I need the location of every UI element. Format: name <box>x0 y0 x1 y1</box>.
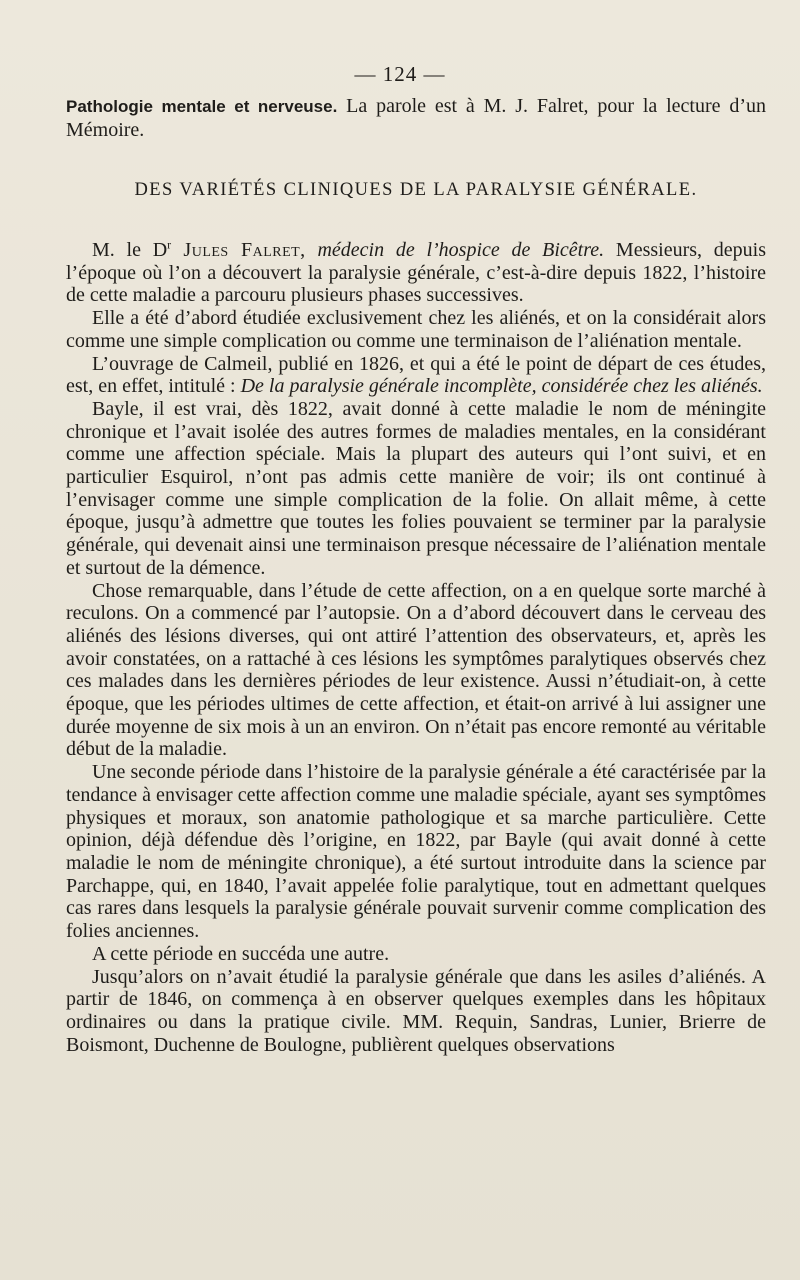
intro-paragraph <box>66 95 766 141</box>
paragraph-3-text: L’ouvrage de Calmeil, publié en 1826, et qui a été le point de départ de ces études, est, en effet, intitulé : <box>66 352 766 398</box>
paragraph-6: Une seconde période dans l’histoire de la paralysie générale a été caractérisée par la tendance à envisager cette affection comme une maladie spéciale, ayant ses symptômes physiques et moraux, son anatomie pathologique et sa marche particulière. Cette opinion, déjà défendue dès l’origine, en 1822, par Bayle (qui avait donné à cette maladie le nom de méningite chronique), a été surtout introduite dans la science par Parchappe, qui, en 1840, l’avait appelée folie paralytique, tout en admettant quelques cas rares dans lesquels la paralysie générale pouvait survenir comme complication des folies anciennes. <box>66 761 766 943</box>
page-number: — 124 — <box>354 62 446 86</box>
paragraph-4: Bayle, il est vrai, dès 1822, avait donné à cette maladie le nom de méningite chronique et l’avait isolée des autres formes de maladies mentales, en la considérant comme une affection spéciale. Mais la plupart des auteurs qui l’ont suivi, et en particulier Esquirol, n’ont pas admis cette manière de voir; ils ont continué à l’envisager comme une simple complication de la folie. On allait même, à cette époque, jusqu’à admettre que toutes les folies pouvaient se terminer par la paralysie générale, qui devenait ainsi une terminaison presque nécessaire de l’aliénation mentale et surtout de la démence. <box>66 397 766 579</box>
article-heading: DES VARIÉTÉS CLINIQUES DE LA PARALYSIE GÉNÉRALE. <box>134 180 698 200</box>
section-label: Pathologie mentale et nerveuse. <box>66 97 338 116</box>
speaker-name: Jules Falret, <box>171 239 306 261</box>
paragraph-3 <box>66 353 766 398</box>
book-title: De la paralysie générale incomplète, considérée chez les aliénés. <box>240 375 763 398</box>
paragraph-1 <box>66 239 766 307</box>
paragraph-5: Chose remarquable, dans l’étude de cette affection, on a en quelque sorte marché à reculons. On a commencé par l’autopsie. On a d’abord découvert dans le cerveau des aliénés des lésions diverses, qui ont attiré l’attention des observateurs, et, après les avoir constatées, on a rattaché à ces lésions les symptômes paralytiques observés chez ces malades dans les dernières périodes de leur existence. Aussi n’étudiait-on, à cette époque, que les périodes ultimes de cette affection, et était-on arrivé à lui assigner une durée moyenne de six mois à un an environ. On n’était pas encore remonté au véritable début de la maladie. <box>66 579 766 761</box>
paragraph-7: A cette période en succéda une autre. <box>92 942 390 965</box>
article-body <box>66 239 766 1056</box>
paragraph-2: Elle a été d’abord étudiée exclusivement chez les aliénés, et on la considérait alors comme une simple complication ou comme une terminaison de l’aliénation mentale. <box>66 307 766 352</box>
paragraph-8: Jusqu’alors on n’avait étudié la paralysie générale que dans les asiles d’aliénés. A partir de 1846, on commença à en observer quelques exemples dans les hôpitaux ordinaires ou dans la pratique civile. MM. Requin, Sandras, Lunier, Brierre de Boismont, Duchenne de Boulogne, publièrent quelques observations <box>66 965 766 1056</box>
speaker-title-superscript: r <box>167 237 172 252</box>
paragraph-1-text: Messieurs, depuis l’époque où l’on a découvert la paralysie générale, c’est-à-dire depuis 1822, l’histoire de cette maladie a parcouru plusieurs phases successives. <box>66 239 766 307</box>
intro-text: La parole est à M. J. Falret, pour la lecture d’un Mémoire. <box>66 95 766 141</box>
speaker-lead: M. le D <box>92 239 168 261</box>
speaker-affiliation: médecin de l’hospice de Bicêtre. <box>305 239 605 261</box>
